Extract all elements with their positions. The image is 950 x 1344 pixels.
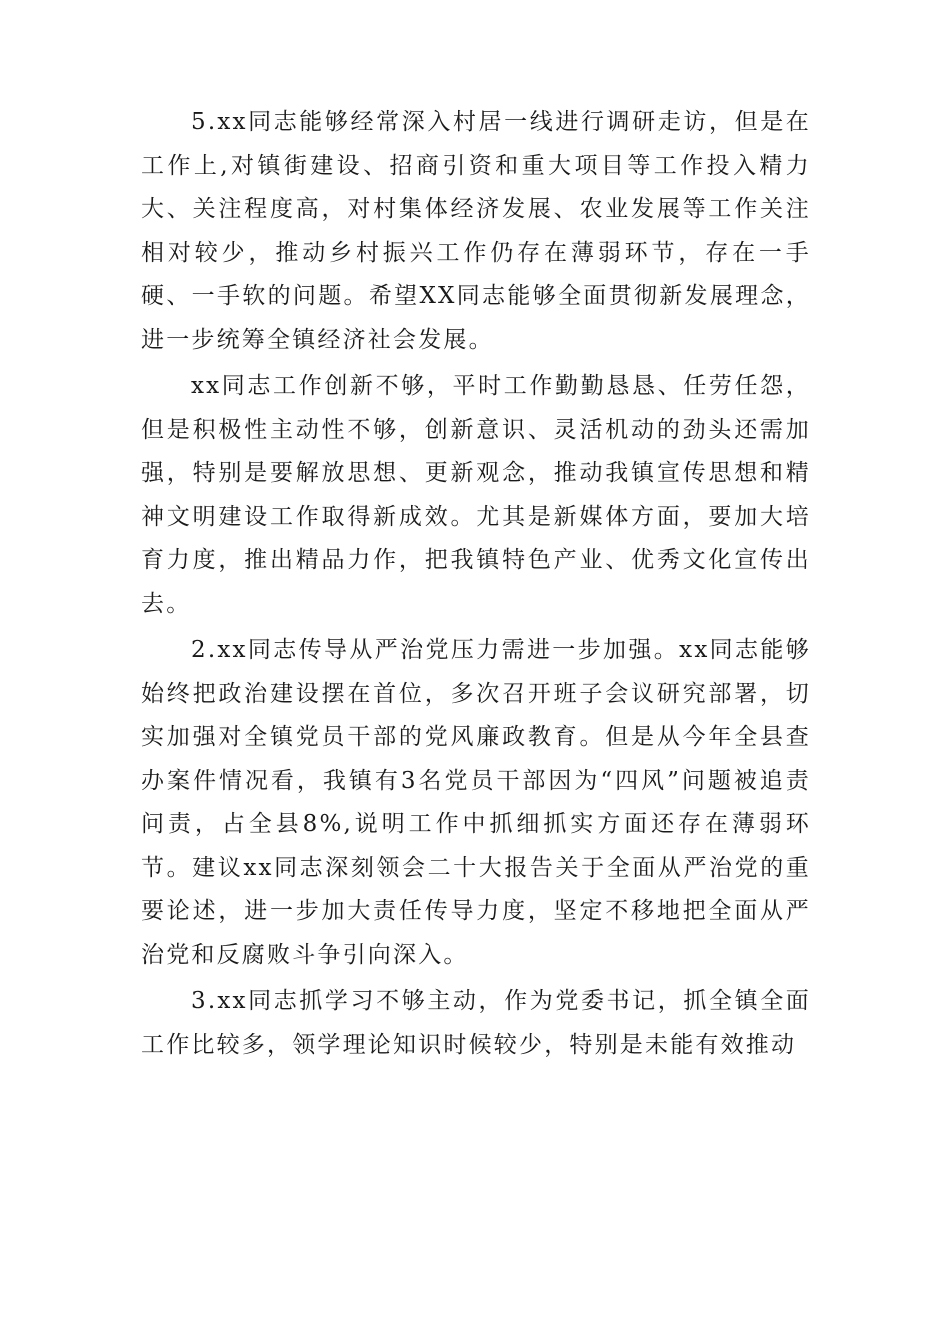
paragraph-innovation: xx同志工作创新不够，平时工作勤勤恳恳、任劳任怨，但是积极性主动性不够，创新意识、灵活机动的劲头还需加强，特别是要解放思想、更新观念，推动我镇宣传思想和精神文明建设工作取得新成效。尤其是新媒体方面，要加大培育力度，推出精品力作，把我镇特色产业、优秀文化宣传出去。 [141,373,811,617]
paragraph-item-2: 2.xx同志传导从严治党压力需进一步加强。xx同志能够始终把政治建设摆在首位，多次召开班子会议研究部署，切实加强对全镇党员干部的党风廉政教育。但是从今年全县查办案件情况看，我镇有3名党员干部因为“四风”问题被追责问责，占全县8%,说明工作中抓细抓实方面还存在薄弱环节。建议xx同志深刻领会二十大报告关于全面从严治党的重要论述，进一步加大责任传导力度，坚定不移地把全面从严治党和反腐败斗争引向深入。 [141,637,811,968]
document-body [141,101,811,1070]
paragraph-item-5: 5.xx同志能够经常深入村居一线进行调研走访，但是在工作上,对镇街建设、招商引资和重大项目等工作投入精力大、关注程度高，对村集体经济发展、农业发展等工作关注相对较少，推动乡村振兴工作仍存在薄弱环节，存在一手硬、一手软的问题。希望XX同志能够全面贯彻新发展理念，进一步统筹全镇经济社会发展。 [141,109,811,353]
paragraph-item-3: 3.xx同志抓学习不够主动，作为党委书记，抓全镇全面工作比较多，领学理论知识时候较少，特别是未能有效推动 [141,988,811,1058]
